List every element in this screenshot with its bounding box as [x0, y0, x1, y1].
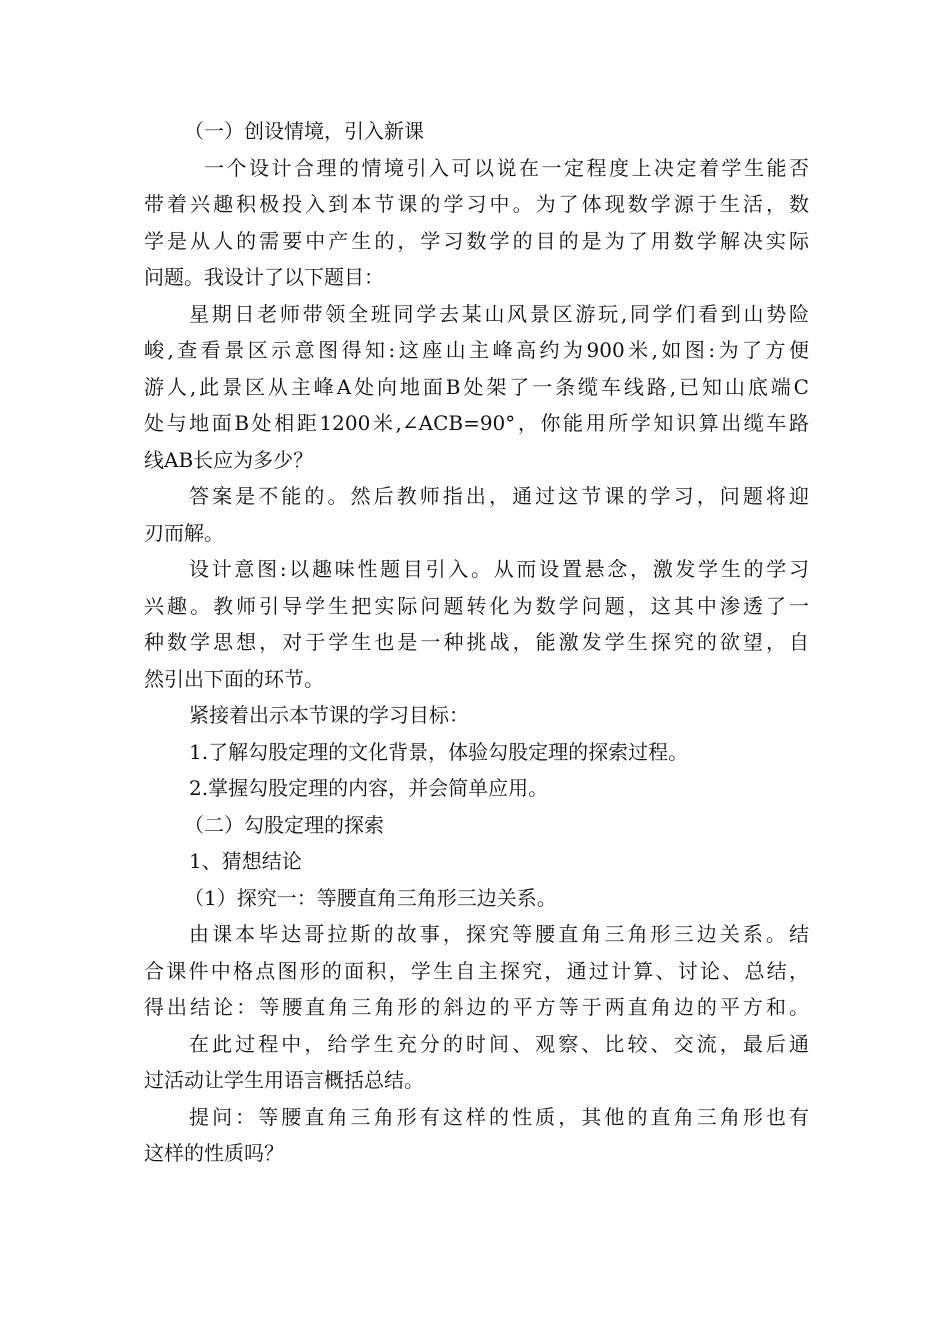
- text-line: 一个设计合理的情境引入可以说在一定程度上决定着学生能否: [204, 155, 809, 180]
- text-line: 处与地面B处相距1200米,∠ACB=90°，你能用所学知识算出缆车路: [144, 411, 809, 435]
- text-line: 游人,此景区从主峰A处向地面B处架了一条缆车线路,已知山底端C: [144, 374, 809, 399]
- text-line: （二）勾股定理的探索: [184, 812, 384, 837]
- text-line: 然引出下面的环节。: [144, 666, 324, 691]
- text-line: 问题。我设计了以下题目：: [144, 265, 384, 289]
- text-line: 1.了解勾股定理的文化背景，体验勾股定理的探索过程。: [189, 739, 689, 764]
- text-line: 学是从人的需要中产生的，学习数学的目的是为了用数学解决实际: [144, 228, 809, 253]
- document-body: [144, 113, 809, 1172]
- text-line: 提问：等腰直角三角形有这样的性质，其他的直角三角形也有: [189, 1104, 809, 1129]
- text-line: 刃而解。: [144, 520, 224, 545]
- text-line: 这样的性质吗？: [144, 1141, 284, 1165]
- text-line: 得出结论：等腰直角三角形的斜边的平方等于两直角边的平方和。: [144, 995, 809, 1019]
- text-line: 紧接着出示本节课的学习目标：: [189, 703, 469, 727]
- text-line: 由课本毕达哥拉斯的故事，探究等腰直角三角形三边关系。结: [189, 922, 809, 946]
- text-line: 峻,查看景区示意图得知:这座山主峰高约为900米,如图:为了方便: [144, 338, 809, 362]
- text-line: 种数学思想，对于学生也是一种挑战，能激发学生探究的欲望，自: [144, 630, 809, 654]
- text-line: 过活动让学生用语言概括总结。: [144, 1068, 424, 1092]
- text-line: 在此过程中，给学生充分的时间、观察、比较、交流，最后通: [189, 1031, 809, 1056]
- text-line: （一）创设情境，引入新课: [184, 119, 424, 143]
- text-line: 答案是不能的。然后教师指出，通过这节课的学习，问题将迎: [189, 484, 809, 508]
- text-line: 带着兴趣积极投入到本节课的学习中。为了体现数学源于生活，数: [144, 192, 809, 216]
- text-line: 合课件中格点图形的面积，学生自主探究，通过计算、讨论、总结，: [144, 958, 809, 983]
- text-line: 兴趣。教师引导学生把实际问题转化为数学问题，这其中渗透了一: [144, 593, 809, 618]
- text-line: （1）探究一：等腰直角三角形三边关系。: [184, 885, 557, 910]
- text-line: 设计意图:以趣味性题目引入。从而设置悬念，激发学生的学习: [189, 557, 809, 581]
- text-line: 星期日老师带领全班同学去某山风景区游玩,同学们看到山势险: [189, 301, 809, 326]
- text-line: 1、猜想结论: [189, 849, 302, 873]
- text-line: 2.掌握勾股定理的内容，并会简单应用。: [189, 776, 549, 800]
- text-line: 线AB长应为多少？: [144, 447, 314, 472]
